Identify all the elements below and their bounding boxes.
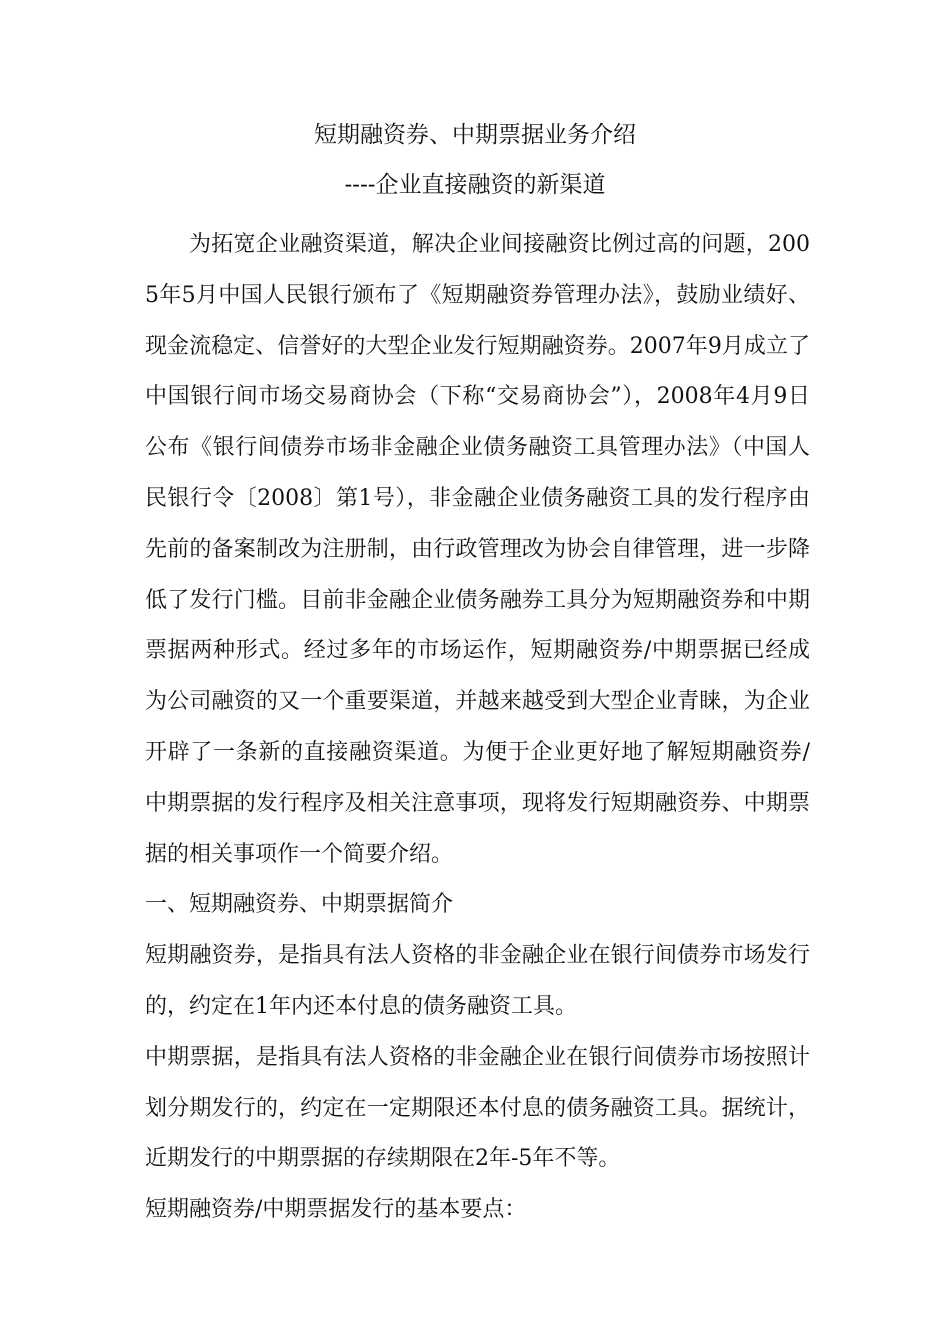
document-subtitle: ----企业直接融资的新渠道 (344, 172, 606, 198)
key-points-heading: 短期融资券/中期票据发行的基本要点： (145, 1197, 527, 1223)
section-heading: 一、短期融资券、中期票据简介 (145, 892, 454, 918)
intro-paragraph: 为拓宽企业融资渠道，解决企业间接融资比例过高的问题，2005年5月中国人民银行颁布了《短期融资券管理办法》，鼓励业绩好、现金流稳定、信誉好的大型企业发行短期融资券。2007年9月成立了中国银行间市场交易商协会（下称“交易商协会”），2008年4月9日公布《银行间债券市场非金融企业债务融资工具管理办法》（中国人民银行令〔2008〕第1号），非金融企业债务融资工具的发行程序由先前的备案制改为注册制，由行政管理改为协会自律管理，进一步降低了发行门槛。目前非金融企业债务融券工具分为短期融资券和中期票据两种形式。经过多年的市场运作，短期融资券/中期票据已经成为公司融资的又一个重要渠道，并越来越受到大型企业青睐，为企业开辟了一条新的直接融资渠道。为便于企业更好地了解短期融资券/中期票据的发行程序及相关注意事项，现将发行短期融资券、中期票据的相关事项作一个简要介绍。 (145, 232, 810, 867)
definition-paragraph-short-term: 短期融资券，是指具有法人资格的非金融企业在银行间债券市场发行的，约定在1年内还本付息的债务融资工具。 (145, 943, 810, 1019)
document-body (145, 220, 810, 1236)
definition-paragraph-medium-term: 中期票据，是指具有法人资格的非金融企业在银行间债券市场按照计划分期发行的，约定在一定期限还本付息的债务融资工具。据统计，近期发行的中期票据的存续期限在2年-5年不等。 (145, 1044, 810, 1172)
document-title: 短期融资券、中期票据业务介绍 (314, 122, 636, 148)
